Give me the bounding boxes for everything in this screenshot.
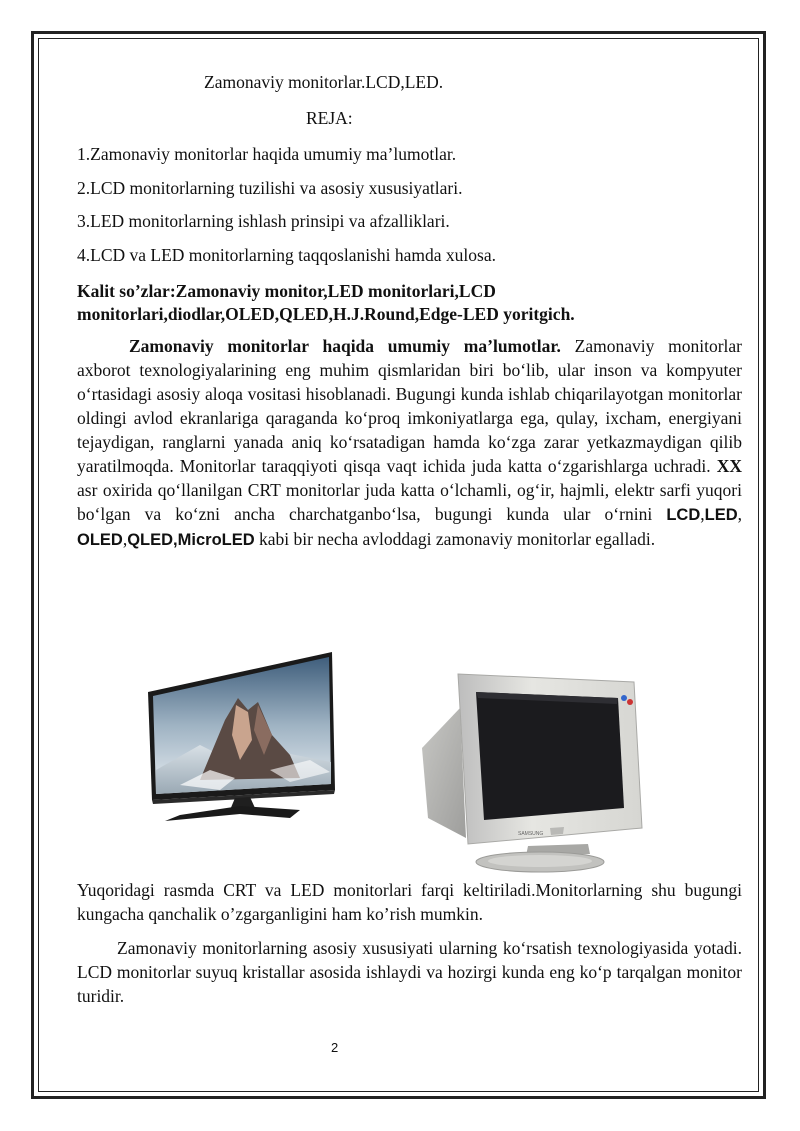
- plan-item-1: 1.Zamonaviy monitorlar haqida umumiy ma’lumotlar.: [77, 144, 457, 164]
- section-heading: Zamonaviy monitorlar haqida umumiy ma’lumotlar.: [129, 336, 561, 356]
- plan-item-2: 2.LCD monitorlarning tuzilishi va asosiy xususiyatlari.: [77, 178, 463, 198]
- plan-item-4: 4.LCD va LED monitorlarning taqqoslanishi hamda xulosa.: [77, 245, 496, 265]
- keywords-line-2: monitorlari,diodlar,OLED,QLED,H.J.Round,Edge-LED yoritgich.: [77, 304, 575, 324]
- keywords-block: [77, 280, 747, 326]
- crt-monitor-image: [418, 668, 663, 878]
- crt-brand-label: SAMSUNG: [518, 831, 544, 837]
- para-text: kabi bir necha avloddagi zamonaviy monitorlar egalladi.: [254, 529, 656, 549]
- led-monitor-image: [140, 650, 340, 825]
- intro-paragraph: [77, 334, 742, 552]
- term-oled: OLED: [77, 531, 123, 549]
- display-technology-paragraph: Zamonaviy monitorlarning asosiy xususiyati ularning ko‘rsatish texnologiyasida yotadi. LCD monitorlar suyuq kristallar asosida ishlaydi va hozirgi kunda eng ko‘p tarqalgan monitor turidir.: [77, 938, 742, 1006]
- term-led: LED: [704, 506, 738, 524]
- term-lcd: LCD: [666, 506, 701, 524]
- century-label: XX: [716, 456, 742, 476]
- term-qled-microled: QLED,MicroLED: [127, 531, 255, 549]
- keywords-line-1: Kalit so’zlar:Zamonaviy monitor,LED monitorlari,LCD: [77, 281, 496, 301]
- page-number: 2: [331, 1040, 339, 1055]
- document-title: Zamonaviy monitorlar.LCD,LED.: [204, 72, 444, 92]
- plan-heading: REJA:: [306, 108, 353, 128]
- image-caption: Yuqoridagi rasmda CRT va LED monitorlari farqi keltiriladi.Monitorlarning shu bugungi kungacha qanchalik o’zgarganligini ham ko’rish mumkin.: [77, 880, 742, 924]
- para-text: ,: [700, 504, 705, 524]
- para-text: asr oxirida qo‘llanilgan CRT monitorlar juda katta o‘lchamli, og‘ir, hajmli, elektr sarfi yuqori bo‘lgan va ko‘zni ancha charchatganbo‘lsa, bugungi kunda ular o‘rnini: [77, 480, 742, 524]
- para-text: ,: [122, 529, 128, 549]
- para-text: Zamonaviy monitorlar axborot texnologiyalarining eng muhim qismlaridan biri bo‘lib, ular inson va kompyuter o‘rtasidagi asosiy aloqa vositasi hisoblanadi. Bugungi kunda ishlab chiqarilayotgan monitorlar oldingi avlod ekranlariga qaraganda ko‘proq imkoniyatlarga ega, qulay, ixcham, energiyani tejaydigan, ranglarni yanada aniq ko‘rsatadigan hamda ko‘zga zarar yetkazmaydigan qilib yaratilmoqda. Monitorlar taraqqiyoti qisqa vaqt ichida juda katta o‘zgarishlarga uchradi.: [77, 336, 742, 476]
- para-text: ,: [737, 504, 742, 524]
- plan-item-3: 3.LED monitorlarning ishlash prinsipi va afzalliklari.: [77, 211, 450, 231]
